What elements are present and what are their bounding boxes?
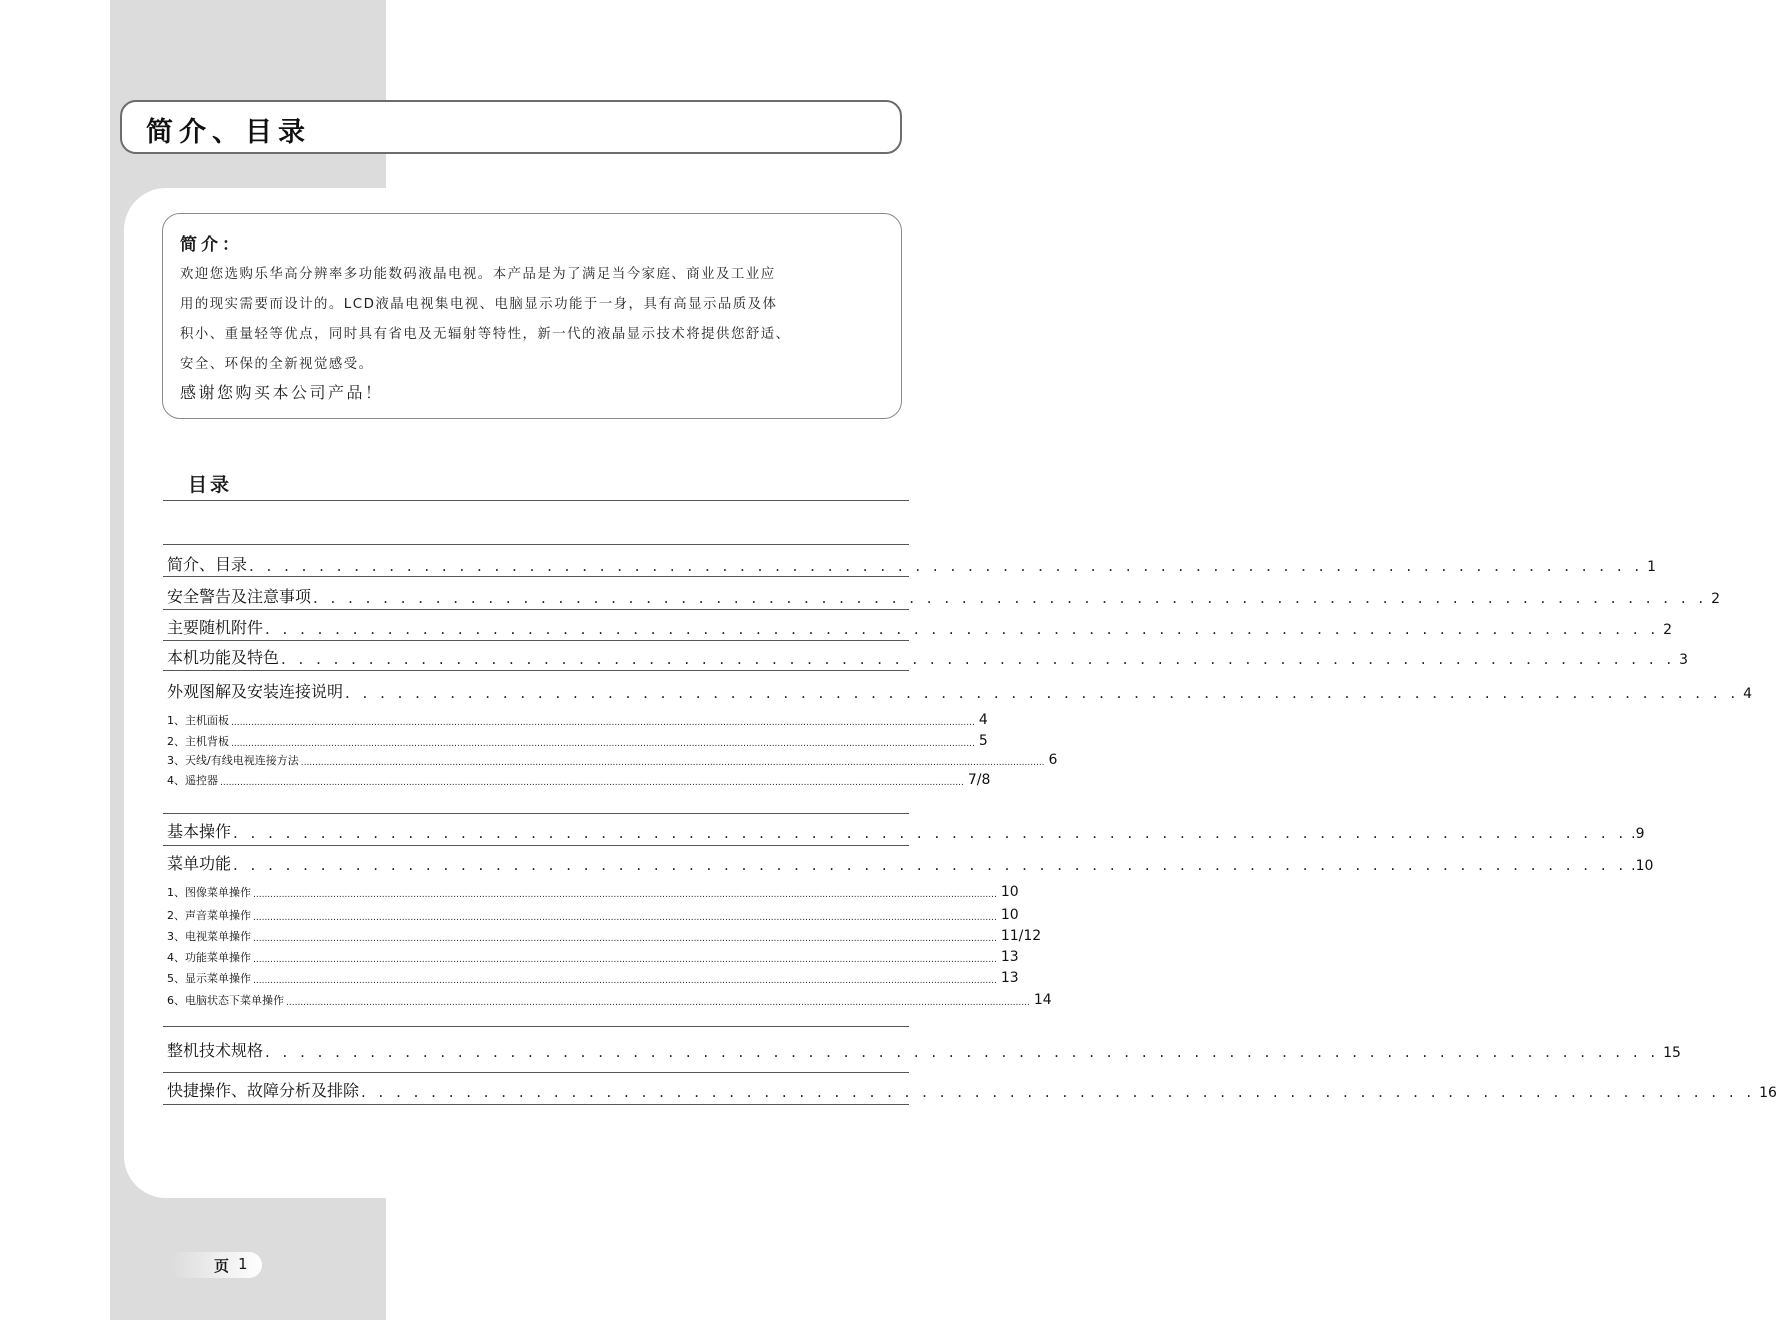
toc-entry-label: 整机技术规格 [167, 1041, 264, 1060]
toc-entry [167, 1035, 1681, 1061]
toc-leader-dots: .................................................................................................................................................................................................................................................................... [253, 976, 997, 986]
toc-leader-dots: . . . . . . . . . . . . . . . . . . . . . . . . . . . . . . . . . . . . . . . . . . . . . . . . . . . . . . . . . . . . . . . . . . . . . . . . . . . . . . . . [265, 620, 1660, 638]
toc-entry-page: 10 [1000, 907, 1019, 923]
toc-entry-page: .9 [1631, 826, 1645, 842]
toc-leader-dots: .................................................................................................................................................................................................................................................................... [253, 955, 997, 965]
intro-line: 用的现实需要而设计的。LCD液晶电视集电视、电脑显示功能于一身，具有高显示品质及体 [180, 297, 778, 312]
toc-entry-label: 简介、目录 [167, 555, 248, 574]
intro-body [180, 260, 900, 380]
toc-leader-dots: . . . . . . . . . . . . . . . . . . . . . . . . . . . . . . . . . . . . . . . . . . . . . . . . . . . . . . . . . . . . . . . . . . . . . . . . . . . . . . . . [233, 856, 1628, 874]
toc-leader-dots: . . . . . . . . . . . . . . . . . . . . . . . . . . . . . . . . . . . . . . . . . . . . . . . . . . . . . . . . . . . . . . . . . . . . . . . . . . . . . . . . [249, 557, 1644, 575]
intro-line: 积小、重量轻等优点，同时具有省电及无辐射等特性，新一代的液晶显示技术将提供您舒适、 [180, 327, 791, 342]
toc-entry-page: 6 [1048, 752, 1058, 768]
toc-entry-label: 1、图像菜单操作 [167, 886, 251, 899]
toc-entry-page: 11/12 [1000, 928, 1042, 944]
toc-entry-label: 2、声音菜单操作 [167, 909, 251, 922]
page-label: 页 [214, 1257, 230, 1275]
toc-leader-dots: . . . . . . . . . . . . . . . . . . . . . . . . . . . . . . . . . . . . . . . . . . . . . . . . . . . . . . . . . . . . . . . . . . . . . . . . . . . . . . . . [361, 1083, 1756, 1101]
toc-subentry [167, 943, 1019, 965]
toc-entry-label: 5、显示菜单操作 [167, 972, 251, 985]
toc-subentry [167, 964, 1019, 986]
toc-entry-page: 1 [1647, 559, 1657, 575]
toc-leader-dots: . . . . . . . . . . . . . . . . . . . . . . . . . . . . . . . . . . . . . . . . . . . . . . . . . . . . . . . . . . . . . . . . . . . . . . . . . . . . . . . . [313, 589, 1708, 607]
toc-leader-dots: .................................................................................................................................................................................................................................................................... [300, 758, 1045, 768]
toc-leader-dots: . . . . . . . . . . . . . . . . . . . . . . . . . . . . . . . . . . . . . . . . . . . . . . . . . . . . . . . . . . . . . . . . . . . . . . . . . . . . . . . . [281, 650, 1676, 668]
toc-entry-page: 10 [1000, 884, 1019, 900]
toc-entry [167, 612, 1673, 638]
page-title: 简介、目录 [146, 117, 311, 148]
intro-line: 欢迎您选购乐华高分辨率多功能数码液晶电视。本产品是为了满足当今家庭、商业及工业应 [180, 267, 776, 282]
toc-entry [167, 676, 1753, 702]
toc-leader-dots: .................................................................................................................................................................................................................................................................... [253, 890, 997, 900]
toc-leader-dots: . . . . . . . . . . . . . . . . . . . . . . . . . . . . . . . . . . . . . . . . . . . . . . . . . . . . . . . . . . . . . . . . . . . . . . . . . . . . . . . . [233, 824, 1628, 842]
toc-divider [163, 609, 909, 610]
toc-entry-label: 3、电视菜单操作 [167, 930, 251, 943]
toc-subentry [167, 748, 1058, 768]
toc-entry-label: 快捷操作、故障分析及排除 [167, 1081, 360, 1100]
toc-entry-page: 13 [1000, 949, 1019, 965]
toc-entry-page: 3 [1679, 652, 1689, 668]
toc-leader-dots: .................................................................................................................................................................................................................................................................... [253, 934, 997, 944]
toc-entry-label: 外观图解及安装连接说明 [167, 682, 344, 701]
toc-subentry [167, 767, 991, 788]
intro-thanks: 感谢您购买本公司产品！ [180, 383, 384, 402]
toc-entry-label: 本机功能及特色 [167, 648, 280, 667]
toc-entry-page: 4 [978, 712, 988, 728]
toc-entry-page: 2 [1663, 622, 1673, 638]
toc-entry-page: 4 [1743, 686, 1753, 702]
toc-entry-page: 2 [1711, 591, 1721, 607]
toc-entry-page: 15 [1663, 1045, 1681, 1061]
toc-entry-label: 3、天线/有线电视连接方法 [167, 754, 299, 767]
toc-entry-label: 菜单功能 [167, 854, 232, 873]
toc-entry [167, 642, 1689, 668]
toc-entry-label: 4、功能菜单操作 [167, 951, 251, 964]
toc-subentry [167, 727, 988, 749]
toc-divider [163, 544, 909, 545]
toc-divider [163, 576, 909, 577]
toc-leader-dots: .................................................................................................................................................................................................................................................................... [286, 998, 1030, 1008]
toc-entry-label: 安全警告及注意事项 [167, 587, 312, 606]
page-title-box [120, 100, 902, 154]
intro-box [162, 213, 902, 419]
toc-entry [167, 581, 1721, 607]
toc-entry-page: 13 [1000, 970, 1019, 986]
toc-entry-label: 6、电脑状态下菜单操作 [167, 994, 284, 1007]
toc-entry [167, 1075, 1777, 1101]
toc-divider [163, 640, 909, 641]
toc-divider [163, 813, 909, 814]
toc-divider [163, 1072, 909, 1073]
toc-entry-page: 5 [978, 733, 988, 749]
toc-entry-label: 主要随机附件 [167, 618, 264, 637]
toc-subentry [167, 878, 1019, 900]
toc-divider [163, 1104, 909, 1105]
toc-entry [167, 816, 1645, 842]
toc-entry-label: 4、遥控器 [167, 774, 218, 787]
toc-entry-page: 7/8 [967, 772, 991, 788]
toc-leader-dots: .................................................................................................................................................................................................................................................................... [220, 778, 964, 788]
toc-entry-label: 1、主机面板 [167, 714, 229, 727]
toc-subentry [167, 986, 1052, 1008]
toc-subentry [167, 704, 988, 728]
toc-divider [163, 1026, 909, 1027]
toc-leader-dots: . . . . . . . . . . . . . . . . . . . . . . . . . . . . . . . . . . . . . . . . . . . . . . . . . . . . . . . . . . . . . . . . . . . . . . . . . . . . . . . . [265, 1043, 1660, 1061]
toc-leader-dots: .................................................................................................................................................................................................................................................................... [231, 718, 975, 728]
toc-entry [167, 549, 1657, 575]
toc-divider [163, 670, 909, 671]
intro-line: 安全、环保的全新视觉感受。 [180, 357, 374, 372]
toc-entry-page: .10 [1631, 858, 1654, 874]
toc-entry-page: 16 [1759, 1085, 1777, 1101]
toc-leader-dots: .................................................................................................................................................................................................................................................................... [231, 739, 975, 749]
toc-leader-dots: . . . . . . . . . . . . . . . . . . . . . . . . . . . . . . . . . . . . . . . . . . . . . . . . . . . . . . . . . . . . . . . . . . . . . . . . . . . . . . . . [345, 684, 1740, 702]
toc-subentry [167, 922, 1042, 944]
toc-heading-rule [163, 500, 909, 501]
toc-leader-dots: .................................................................................................................................................................................................................................................................... [253, 913, 997, 923]
page-number-pill [170, 1252, 262, 1278]
toc-subentry [167, 901, 1019, 923]
intro-heading: 简介： [180, 235, 243, 255]
toc-heading: 目录 [188, 474, 233, 496]
toc-divider [163, 845, 909, 846]
toc-entry [167, 848, 1654, 874]
toc-entry-label: 2、主机背板 [167, 735, 229, 748]
page-number: 1 [238, 1255, 248, 1273]
toc-entry-page: 14 [1033, 992, 1052, 1008]
toc-entry-label: 基本操作 [167, 822, 232, 841]
